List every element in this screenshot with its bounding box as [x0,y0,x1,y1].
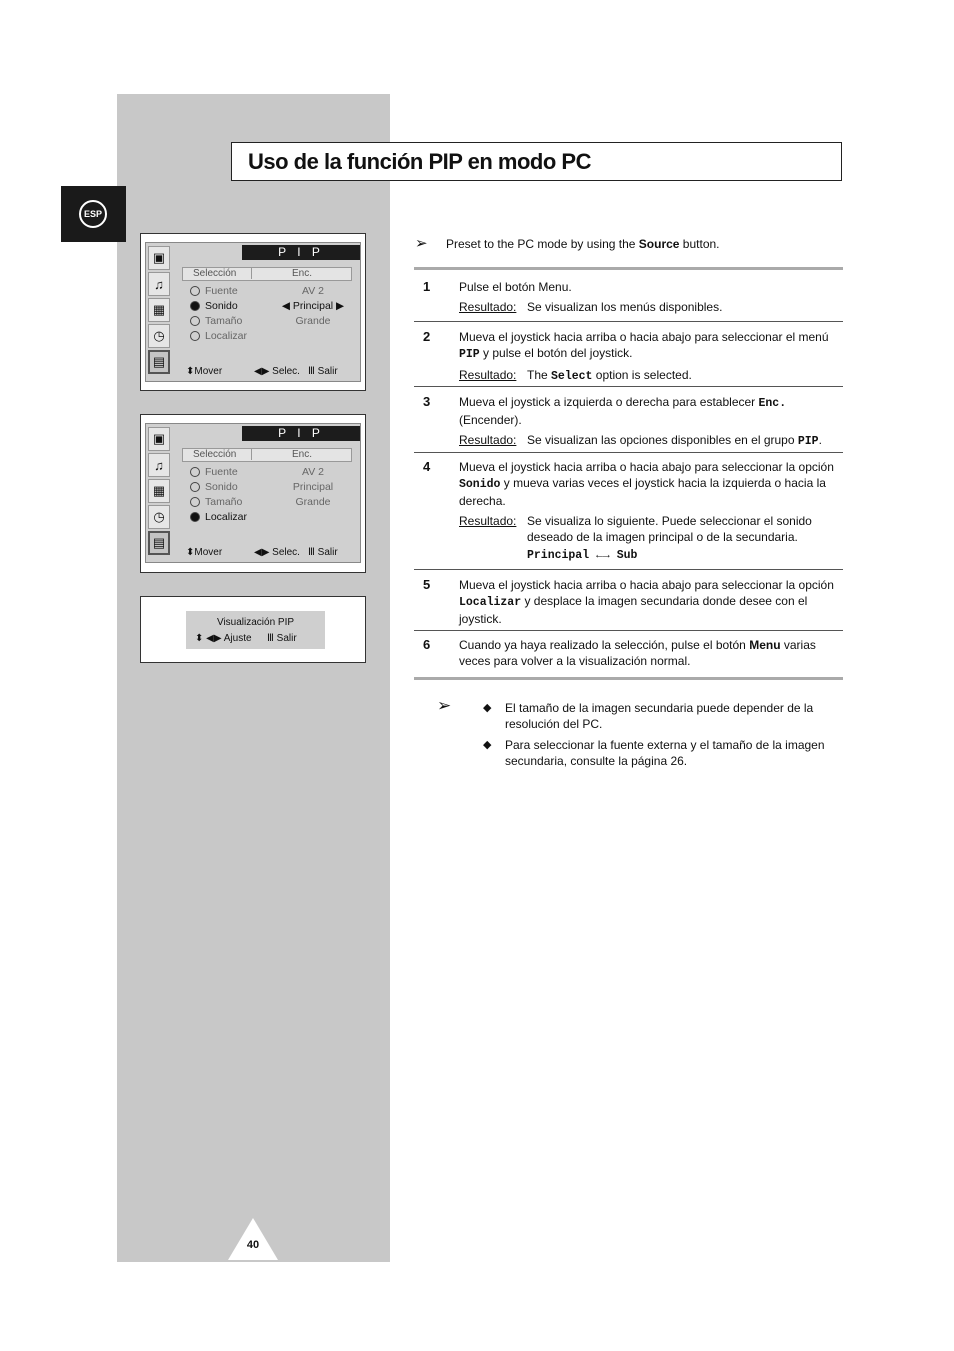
language-tab [61,186,126,242]
step-number: 1 [423,279,431,294]
osd-footer-move: ⬍Mover [186,366,223,377]
osd-header [182,267,352,281]
channel-icon: ▦ [148,298,170,322]
osd-icon-column [148,246,172,379]
radio-icon [190,286,200,296]
osd-row-label: Sonido [205,481,238,493]
step-text: Mueva el joystick hacia arriba o hacia abajo para seleccionar la opción Localizar y desplace la imagen secundaria donde desee con el joystick. [459,578,834,626]
step-result: Resultado: Se visualiza lo siguiente. Puede seleccionar el sonido deseado de la imagen principal o de la secundaria. Principal ←→ Sub [459,514,812,562]
osd-row-value: ◀ Principal ▶ [281,300,345,312]
osd-header-label: Selección [193,449,237,460]
step-number: 4 [423,459,431,474]
osd-panel-3 [140,596,366,663]
radio-icon [190,482,200,492]
diamond-bullet-icon: ◆ [483,739,492,751]
osd-title: P I P [242,245,360,260]
osd-header-value: Enc. [251,268,352,279]
note-arrow-icon: ➢ [415,235,428,252]
osd-row-tamano [190,496,360,510]
step-text: Mueva el joystick hacia arriba o hacia abajo para seleccionar el menú PIP y pulse el botón del joystick. [459,330,829,361]
osd-row-sonido [190,300,360,314]
osd-row-value: Grande [295,315,331,327]
radio-icon [190,331,200,341]
osd-footer-exit: Ⅲ Salir [308,547,338,558]
osd-row-value: AV 2 [302,466,324,478]
osd-header-label: Selección [193,268,237,279]
osd-row-value: AV 2 [302,285,324,297]
osd-row-label: Tamaño [205,315,243,327]
note-arrow-icon: ➢ [437,696,452,715]
divider-top [414,267,843,270]
radio-icon [190,467,200,477]
osd-row-localizar [190,330,360,344]
osd-row-label: Localizar [205,511,248,523]
preset-text: Preset to the PC mode by using the Source button. [446,237,720,251]
divider [414,569,843,570]
osd-icon-column [148,427,172,560]
osd-header [182,448,352,462]
osd-footer-exit: Ⅲ Salir [308,366,338,377]
osd-title: P I P [242,426,360,441]
osd-row-sonido [190,481,360,495]
language-badge: ESP [79,200,107,228]
clock-icon: ◷ [148,505,170,529]
radio-selected-icon [190,512,200,522]
page-number-text: 40 [246,1239,260,1251]
osd-row-fuente [190,285,360,299]
osd-footer-adjust: ⬍ ◀▶ Ajuste [195,633,252,644]
osd-screen-1 [145,242,361,382]
osd-row-label: Sonido [205,300,238,312]
osd-footer-move: ⬍Mover [186,547,223,558]
radio-icon [190,316,200,326]
title-box [231,142,842,181]
osd-panel-1 [140,233,366,391]
step-text: Cuando ya haya realizado la selección, pulse el botón Menu varias veces para volver a la visualización normal. [459,638,816,668]
step-text: Mueva el joystick a izquierda o derecha para establecer Enc. (Encender). [459,395,787,427]
sound-icon: ♫ [148,272,170,296]
osd-row-fuente [190,466,360,480]
osd-footer-exit: Ⅲ Salir [267,633,297,644]
step-number: 3 [423,394,431,409]
osd-row-tamano [190,315,360,329]
pip-icon: ▤ [148,350,170,374]
divider [414,630,843,631]
step-text: Mueva el joystick hacia arriba o hacia abajo para seleccionar la opción Sonido y mueva varias veces el joystick hacia la izquierda o hacia la derecha. [459,460,834,508]
note-text: El tamaño de la imagen secundaria puede depender de la resolución del PC. [505,701,814,731]
osd-panel-2 [140,414,366,573]
page-title: Uso de la función PIP en modo PC [248,149,591,174]
picture-icon: ▣ [148,246,170,270]
osd-header-value: Enc. [251,449,352,460]
osd-row-label: Tamaño [205,496,243,508]
diamond-bullet-icon: ◆ [483,702,492,714]
osd-row-localizar [190,511,360,525]
divider [414,386,843,387]
osd-footer-select: ◀▶ Selec. [254,547,300,558]
osd-row-label: Localizar [205,330,248,342]
pip-position-box [186,611,325,649]
pip-position-title: Visualización PIP [216,617,295,628]
channel-icon: ▦ [148,479,170,503]
page-number [228,1218,278,1260]
step-result: Resultado: The Select option is selected. [459,368,692,383]
osd-screen-2 [145,423,361,563]
radio-icon [190,497,200,507]
pip-icon: ▤ [148,531,170,555]
step-number: 2 [423,329,431,344]
sound-icon: ♫ [148,453,170,477]
picture-icon: ▣ [148,427,170,451]
step-text: Pulse el botón Menu. [459,280,572,294]
osd-row-value: Principal [292,481,334,493]
osd-footer-select: ◀▶ Selec. [254,366,300,377]
osd-row-label: Fuente [205,285,238,297]
radio-selected-icon [190,301,200,311]
step-number: 5 [423,577,431,592]
step-number: 6 [423,637,431,652]
osd-row-label: Fuente [205,466,238,478]
divider-bottom [414,677,843,680]
divider [414,452,843,453]
step-result: Resultado: Se visualizan las opciones disponibles en el grupo PIP. [459,433,822,448]
step-result: Resultado: Se visualizan los menús disponibles. [459,300,723,314]
note-text: Para seleccionar la fuente externa y el tamaño de la imagen secundaria, consulte la página 26. [505,738,825,768]
clock-icon: ◷ [148,324,170,348]
osd-row-value: Grande [295,496,331,508]
divider [414,321,843,322]
